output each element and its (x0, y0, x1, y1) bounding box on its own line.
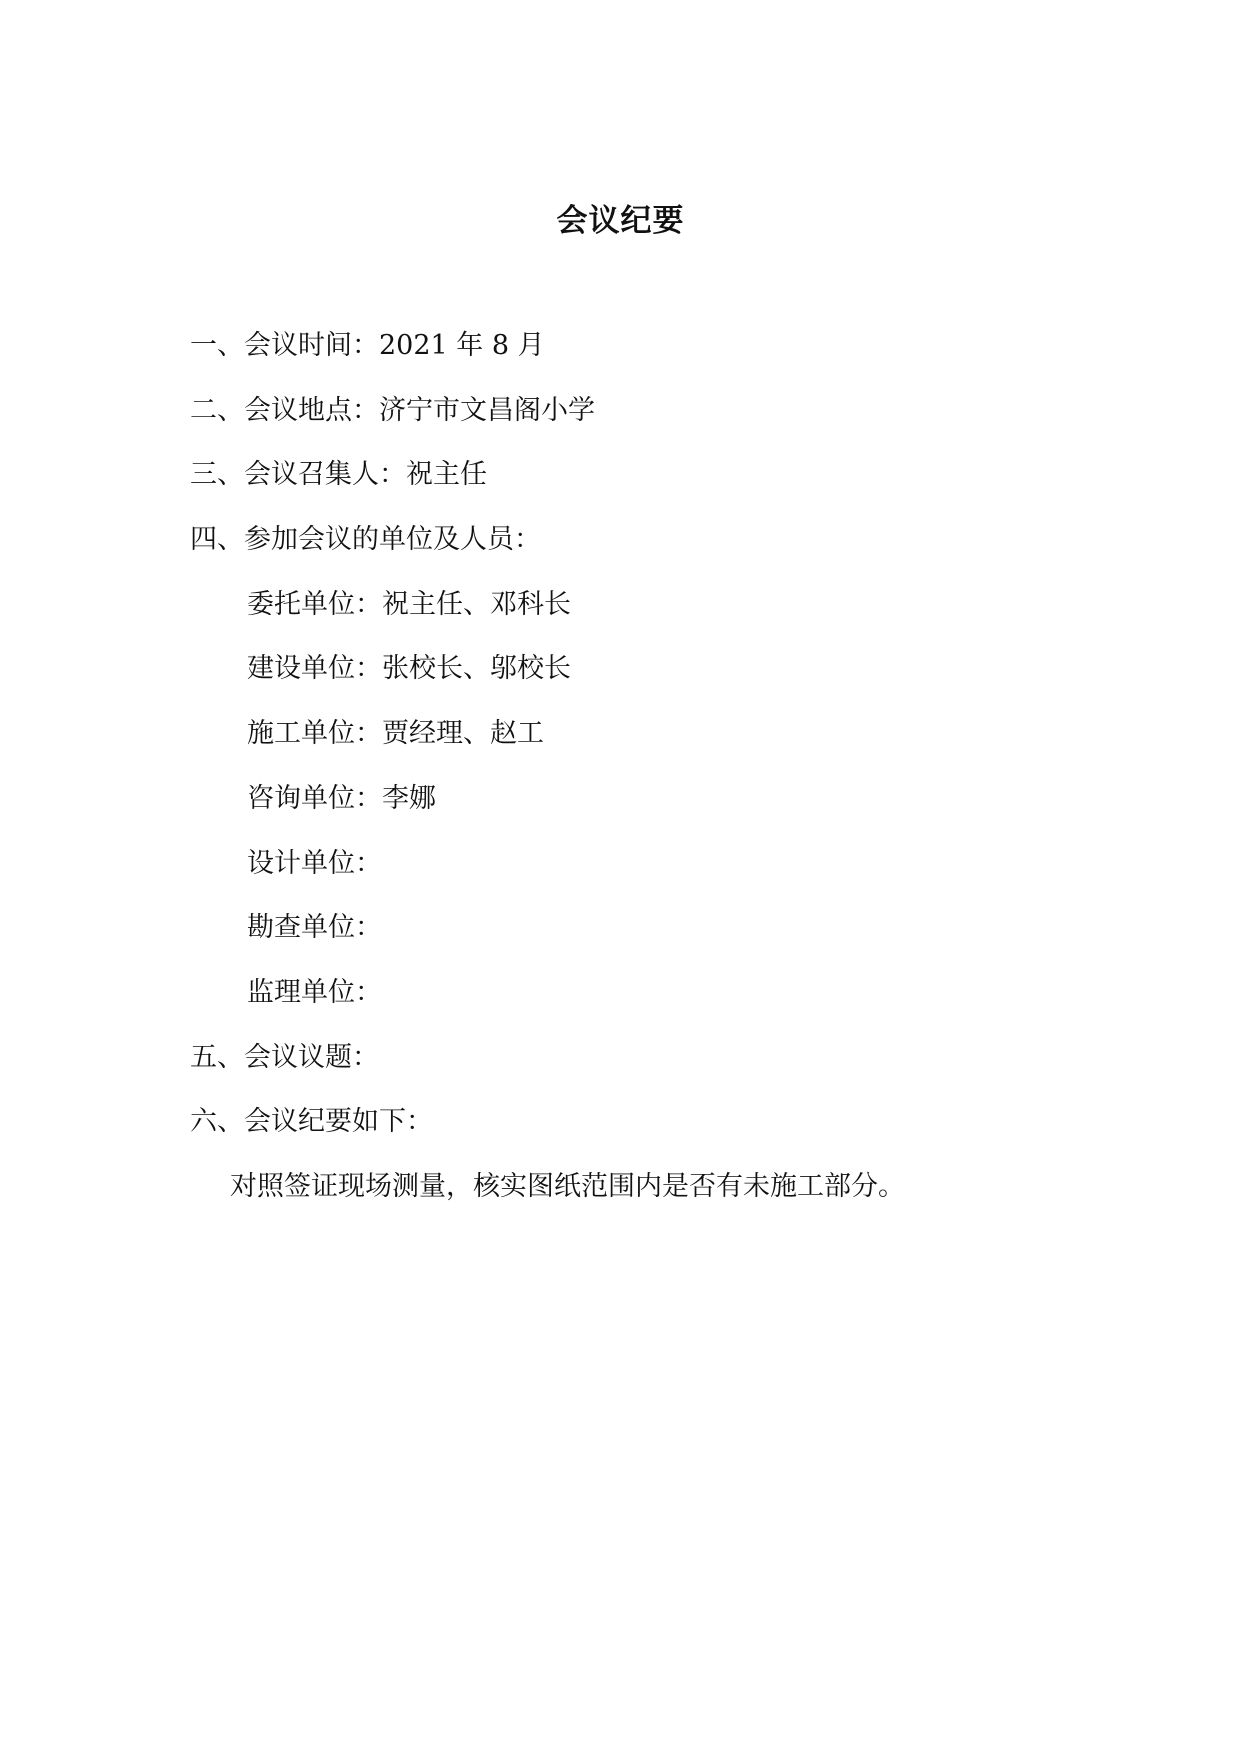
meeting-convener-label: 三、会议召集人： (190, 459, 406, 491)
meeting-location-value: 济宁市文昌阁小学 (379, 394, 595, 426)
summary-heading-label: 六、会议纪要如下： (190, 1106, 433, 1138)
unit-label: 施工单位： (247, 718, 382, 750)
unit-line-construction-owner (190, 651, 1090, 716)
meeting-convener-value: 祝主任 (406, 459, 487, 491)
participants-heading-line (190, 522, 1090, 587)
unit-value: 祝主任、邓科长 (382, 588, 571, 620)
unit-line-supervision (190, 975, 1090, 1040)
summary-heading-line (190, 1104, 1090, 1169)
unit-value: 张校长、邬校长 (382, 653, 571, 685)
unit-label: 监理单位： (247, 976, 382, 1008)
agenda-label: 五、会议议题： (190, 1041, 379, 1073)
unit-line-contractor (190, 716, 1090, 781)
unit-label: 委托单位： (247, 588, 382, 620)
unit-label: 咨询单位： (247, 782, 382, 814)
participants-heading-label: 四、参加会议的单位及人员： (190, 524, 541, 556)
meeting-convener-line (190, 457, 1090, 522)
summary-paragraph: 对照签证现场测量，核实图纸范围内是否有未施工部分。 (230, 1170, 905, 1202)
meeting-time-line (190, 328, 1090, 393)
unit-label: 设计单位： (247, 847, 382, 879)
document-body (190, 328, 1090, 1234)
unit-line-design (190, 846, 1090, 911)
meeting-location-line (190, 393, 1090, 458)
unit-value: 贾经理、赵工 (382, 718, 544, 750)
agenda-line (190, 1040, 1090, 1105)
unit-label: 勘查单位： (247, 912, 382, 944)
unit-label: 建设单位： (247, 653, 382, 685)
unit-line-consulting (190, 781, 1090, 846)
unit-line-client (190, 587, 1090, 652)
meeting-time-value: 2021 年 8 月 (379, 330, 545, 361)
unit-line-survey (190, 910, 1090, 975)
meeting-location-label: 二、会议地点： (190, 394, 379, 426)
document-title: 会议纪要 (556, 203, 685, 239)
meeting-time-label: 一、会议时间： (190, 330, 379, 361)
unit-value: 李娜 (382, 782, 436, 814)
